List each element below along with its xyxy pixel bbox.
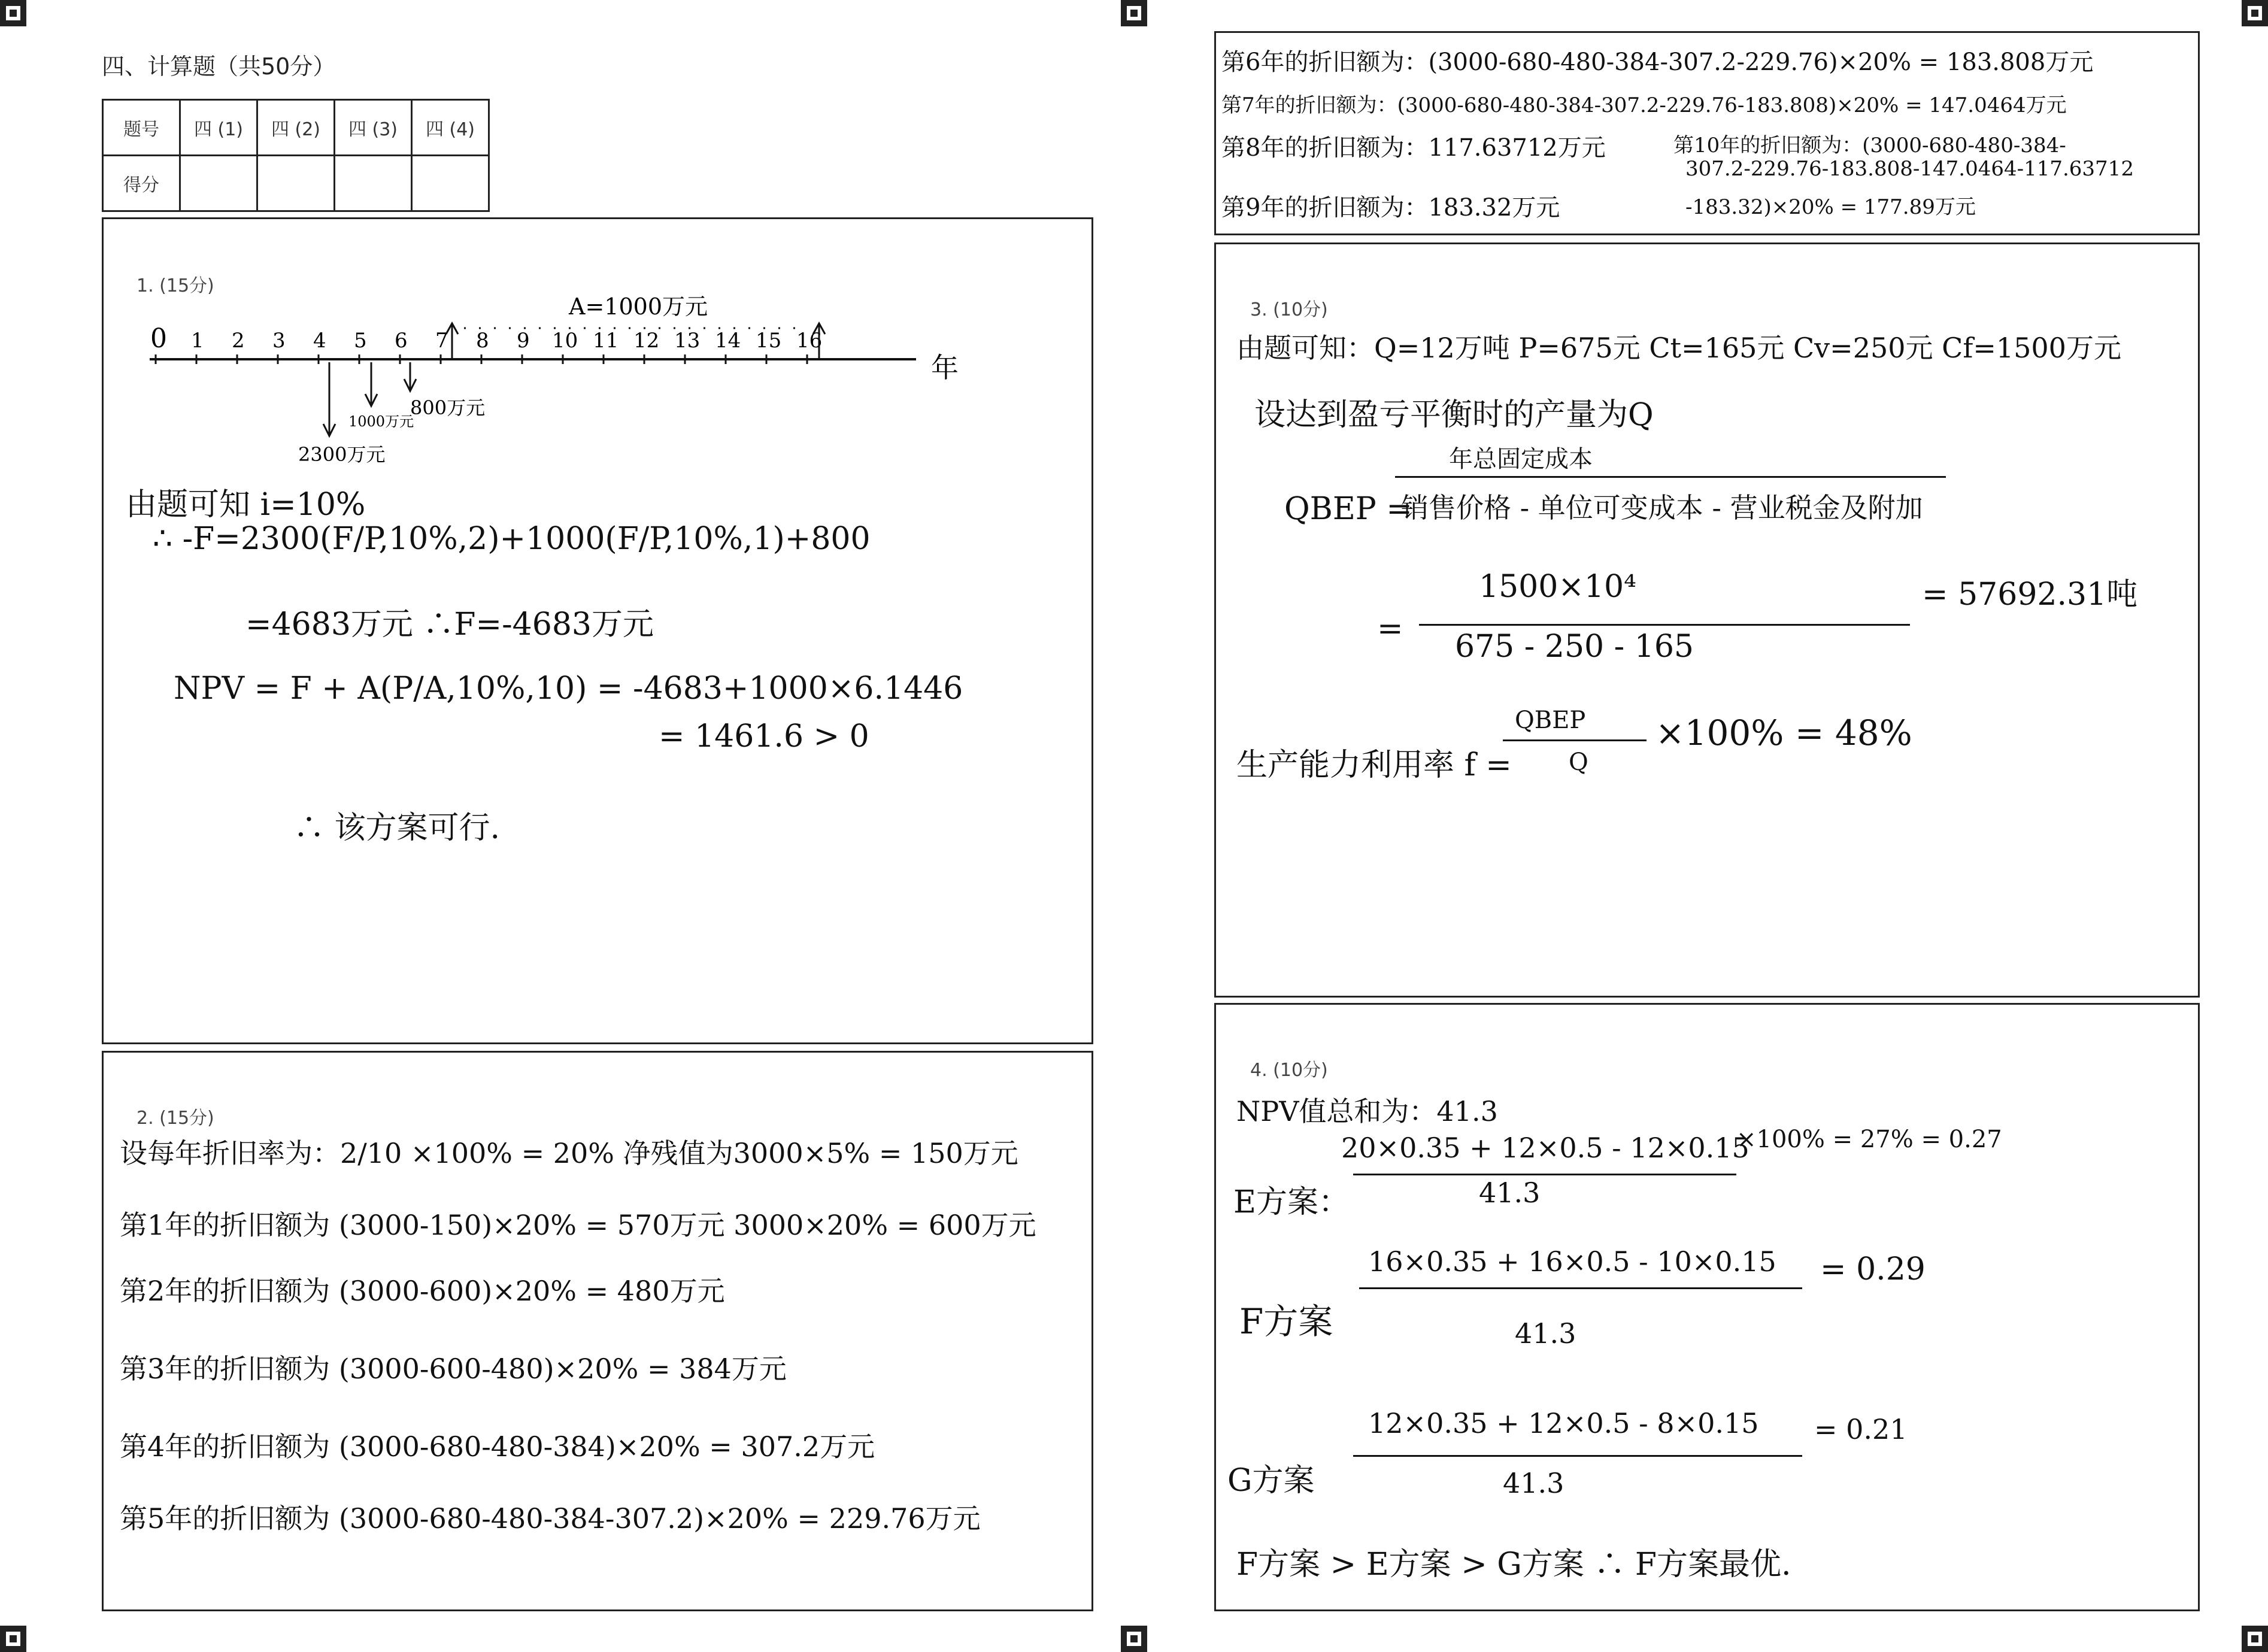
outflow-label-800: 800万元: [410, 396, 486, 419]
q1-line-npv-result: = 1461.6 > 0: [659, 719, 869, 754]
q3-line-setup: 设达到盈亏平衡时的产量为Q: [1254, 397, 1654, 433]
q4-conclusion: F方案 > E方案 > G方案 ∴ F方案最优.: [1236, 1547, 1791, 1583]
q2-line-year2: 第2年的折旧额为 (3000-600)×20% = 480万元: [120, 1275, 725, 1307]
q3-fraction-bar-3: [1503, 739, 1647, 741]
corner-mark-top-left: [0, 0, 26, 26]
q3-fraction-numerator-value: 1500×10⁴: [1479, 569, 1636, 605]
q2-line-year6: 第6年的折旧额为：(3000-680-480-384-307.2-229.76)×20% = 183.808万元: [1221, 49, 2094, 76]
section-title: 四、计算题（共50分）: [102, 53, 336, 80]
timeline-tick-label: 3: [272, 329, 286, 353]
q2-line-year1: 第1年的折旧额为 (3000-150)×20% = 570万元 3000×20% = 600万元: [120, 1209, 1036, 1241]
timeline-tick-label: 5: [354, 329, 367, 353]
q2-line-year5: 第5年的折旧额为 (3000-680-480-384-307.2)×20% = 229.76万元: [120, 1502, 981, 1535]
timeline-tick-label: 1: [191, 329, 204, 353]
score-cell-empty: [335, 156, 412, 211]
corner-mark-top-center: [1121, 0, 1147, 26]
q4-plan-g-result: = 0.21: [1814, 1413, 1908, 1445]
q3-qbep-label: QBEP =: [1284, 491, 1412, 527]
q2-line-year4: 第4年的折旧额为 (3000-680-480-384)×20% = 307.2万元: [120, 1430, 875, 1463]
q4-plan-e-fraction-bar: [1353, 1174, 1736, 1175]
timeline-tick-label: 6: [395, 329, 408, 353]
question-label-q3: 3. (10分): [1250, 299, 1328, 320]
timeline-tick-label: 11: [593, 329, 619, 353]
q3-fraction-denominator-label: 销售价格 - 单位可变成本 - 营业税金及附加: [1401, 492, 1923, 524]
score-cell-q2: 四 (2): [257, 100, 335, 156]
score-cell-q3: 四 (3): [335, 100, 412, 156]
q1-line-npv: NPV = F + A(P/A,10%,10) = -4683+1000×6.1446: [174, 671, 963, 707]
corner-mark-bottom-center: [1121, 1626, 1147, 1652]
q4-plan-e-denominator: 41.3: [1479, 1177, 1541, 1209]
question-label-q4: 4. (10分): [1250, 1060, 1328, 1081]
q3-fraction-bar-1: [1395, 476, 1946, 478]
timeline-tick-label: 7: [435, 329, 448, 353]
q2-line-year10-b: 307.2-229.76-183.808-147.0464-117.63712: [1685, 157, 2134, 181]
q4-plan-g-label: G方案: [1227, 1463, 1315, 1499]
timeline-tick-label: 2: [232, 329, 245, 353]
timeline-tick-label: 8: [476, 329, 489, 353]
score-cell-empty: [412, 156, 489, 211]
q3-line-given: 由题可知：Q=12万吨 P=675元 Ct=165元 Cv=250元 Cf=1500万元: [1236, 332, 2121, 364]
score-cell-q4: 四 (4): [412, 100, 489, 156]
timeline-tick-label: 4: [313, 329, 326, 353]
q1-line-future-value-result: =4683万元 ∴F=-4683万元: [245, 607, 654, 642]
timeline-tick-label: 13: [674, 329, 701, 353]
q4-plan-e-label: E方案：: [1233, 1184, 1350, 1220]
q4-plan-g-fraction-bar: [1353, 1455, 1802, 1457]
cash-flow-timeline: [138, 287, 988, 467]
score-cell-question-label: 题号: [103, 100, 180, 156]
q4-plan-f-label: F方案: [1239, 1301, 1333, 1342]
timeline-tick-label: 9: [517, 329, 530, 353]
q2-line-year8: 第8年的折旧额为：117.63712万元: [1221, 134, 1606, 162]
timeline-tick-label: 0: [150, 323, 167, 354]
q3-utilization-denominator: Q: [1569, 748, 1588, 776]
score-table-score-row: [103, 156, 489, 211]
corner-mark-bottom-left: [0, 1626, 26, 1652]
outflow-label-2300: 2300万元: [298, 443, 386, 466]
q3-utilization-result: ×100% = 48%: [1655, 713, 1912, 753]
score-cell-empty: [180, 156, 257, 211]
q3-fraction-numerator-label: 年总固定成本: [1449, 445, 1593, 473]
timeline-tick-label: 10: [552, 329, 578, 353]
timeline-tick-label: 15: [756, 329, 782, 353]
timeline-tick-label: 14: [715, 329, 741, 353]
q1-line-conclusion: ∴ 该方案可行.: [293, 810, 501, 846]
outflow-label-1000: 1000万元: [348, 413, 414, 430]
score-table: [102, 99, 490, 212]
q3-fraction-denominator-value: 675 - 250 - 165: [1455, 629, 1694, 665]
question-label-q1: 1. (15分): [137, 275, 214, 296]
q4-plan-f-fraction-bar: [1359, 1287, 1802, 1289]
q3-utilization-label: 生产能力利用率 f =: [1236, 747, 1512, 783]
q1-line-given: 由题可知 i=10%: [126, 487, 366, 523]
q3-qbep-result: = 57692.31吨: [1922, 577, 2138, 613]
q4-plan-g-denominator: 41.3: [1503, 1467, 1564, 1499]
q2-line-year9: 第9年的折旧额为：183.32万元: [1221, 194, 1560, 222]
annuity-label: A=1000万元: [569, 293, 708, 320]
score-cell-q1: 四 (1): [180, 100, 257, 156]
score-cell-empty: [257, 156, 335, 211]
q3-fraction-bar-2: [1419, 624, 1910, 626]
q4-plan-e-numerator: 20×0.35 + 12×0.5 - 12×0.15: [1341, 1132, 1749, 1164]
q4-plan-f-result: = 0.29: [1820, 1251, 1926, 1287]
q4-line-npv-total: NPV值总和为：41.3: [1236, 1095, 1498, 1127]
q4-plan-f-denominator: 41.3: [1515, 1317, 1576, 1350]
q4-plan-g-numerator: 12×0.35 + 12×0.5 - 8×0.15: [1368, 1407, 1759, 1439]
timeline-tick-label: 16: [796, 329, 823, 353]
q2-line-year10-a: 第10年的折旧额为：(3000-680-480-384-: [1673, 134, 2066, 157]
q4-plan-f-numerator: 16×0.35 + 16×0.5 - 10×0.15: [1368, 1245, 1776, 1278]
q2-line-rate: 设每年折旧率为：2/10 ×100% = 20% 净残值为3000×5% = 150万元: [120, 1137, 1018, 1169]
question-label-q2: 2. (15分): [137, 1108, 214, 1129]
q1-line-future-value: ∴ -F=2300(F/P,10%,2)+1000(F/P,10%,1)+800: [153, 521, 871, 557]
q2-line-year3: 第3年的折旧额为 (3000-600-480)×20% = 384万元: [120, 1353, 787, 1385]
q4-plan-e-result: ×100% = 27% = 0.27: [1736, 1126, 2002, 1153]
q2-line-year10-c: -183.32)×20% = 177.89万元: [1685, 195, 1976, 219]
year-label: 年: [931, 351, 959, 384]
corner-mark-bottom-right: [2242, 1626, 2268, 1652]
timeline-tick-label: 12: [633, 329, 660, 353]
corner-mark-top-right: [2242, 0, 2268, 26]
q2-line-year7: 第7年的折旧额为：(3000-680-480-384-307.2-229.76-183.808)×20% = 147.0464万元: [1221, 93, 2067, 117]
q3-utilization-numerator: QBEP: [1515, 707, 1586, 734]
score-table-header-row: [103, 100, 489, 156]
timeline-ticks: [150, 323, 822, 364]
score-cell-score-label: 得分: [103, 156, 180, 211]
q3-equals-sign: =: [1377, 611, 1403, 647]
